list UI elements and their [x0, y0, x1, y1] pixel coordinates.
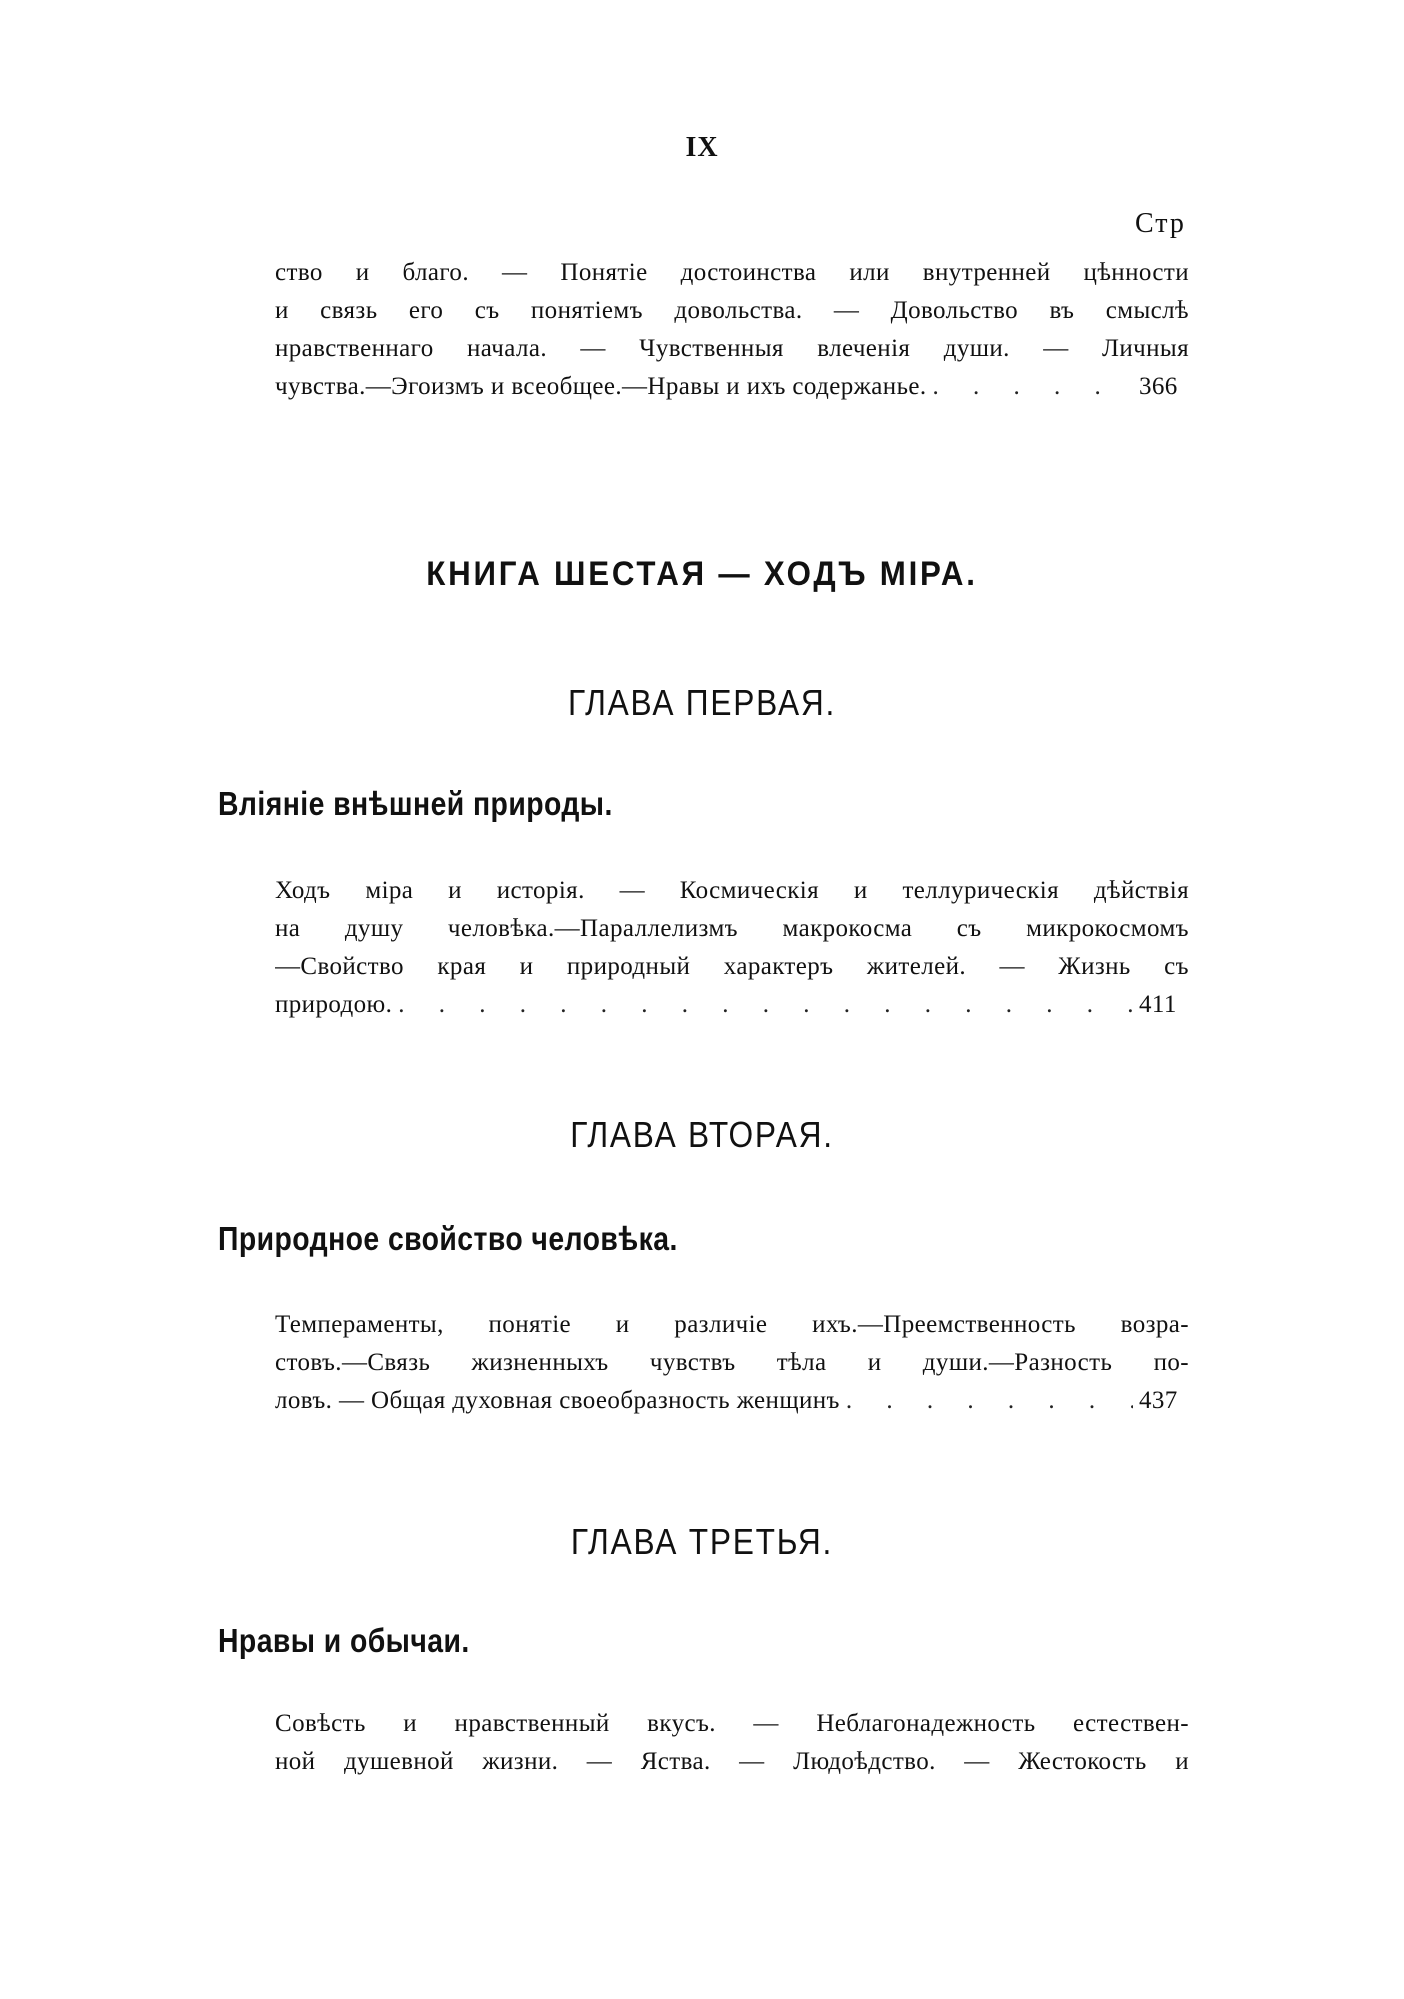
entry-line: Совѣсть и нравственный вкусъ. — Неблагонадежность естествен-	[275, 1710, 1189, 1737]
entry-last-line	[275, 1382, 1189, 1420]
page-reference: 411	[1139, 991, 1177, 1018]
entry-line: ловъ. — Общая духовная своеобразность женщинъ	[275, 1387, 840, 1414]
dot-leader	[846, 1382, 1133, 1420]
chapter-summary	[275, 1306, 1189, 1420]
page-reference: 437	[1139, 1387, 1178, 1414]
entry-line: ной душевной жизни. — Яства. — Людоѣдство. — Жестокость и	[275, 1748, 1189, 1775]
entry-line: чувства.—Эгоизмъ и всеобщее.—Нравы и ихъ содержанье.	[275, 373, 927, 400]
entry-line: нравственнаго начала. — Чувственныя влеченія души. — Личныя	[275, 335, 1189, 362]
page-reference: 366	[1139, 373, 1178, 400]
chapter-heading: ГЛАВА ПЕРВАЯ.	[567, 682, 837, 723]
chapter-heading: ГЛАВА ТРЕТЬЯ.	[570, 1521, 834, 1562]
continuation-entry	[275, 254, 1189, 406]
chapter-title: Нравы и обычаи.	[218, 1622, 470, 1659]
entry-line: Ходъ міра и исторія. — Космическія и теллурическія дѣйствія	[275, 877, 1189, 904]
page-number: IX	[685, 132, 719, 163]
chapter-title: Природное свойство человѣка.	[218, 1220, 678, 1257]
entry-line: природою.	[275, 991, 393, 1018]
entry-line: —Свойство края и природный характеръ жителей. — Жизнь съ	[275, 953, 1189, 980]
entry-line: и связь его съ понятіемъ довольства. — Довольство въ смыслѣ	[275, 297, 1189, 324]
entry-line: стовъ.—Связь жизненныхъ чувствъ тѣла и души.—Разность по-	[275, 1349, 1189, 1376]
dot-leader	[398, 986, 1133, 1024]
chapter-summary	[275, 1705, 1189, 1781]
chapter-title: Вліяніе внѣшней природы.	[218, 785, 613, 822]
entry-line: Темпераменты, понятіе и различіе ихъ.—Преемственность возра-	[275, 1311, 1189, 1338]
page-column-label: Стр	[1135, 208, 1186, 239]
entry-last-line	[275, 986, 1189, 1024]
dot-leader	[933, 368, 1133, 406]
book-heading: КНИГА ШЕСТАЯ — ХОДЪ МІРА.	[426, 555, 978, 593]
chapter-heading: ГЛАВА ВТОРАЯ.	[570, 1114, 834, 1155]
entry-line: на душу человѣка.—Параллелизмъ макрокосма съ микрокосмомъ	[275, 915, 1189, 942]
chapter-summary	[275, 872, 1189, 1024]
entry-line: ство и благо. — Понятіе достоинства или внутренней цѣнности	[275, 259, 1189, 286]
entry-last-line	[275, 368, 1189, 406]
